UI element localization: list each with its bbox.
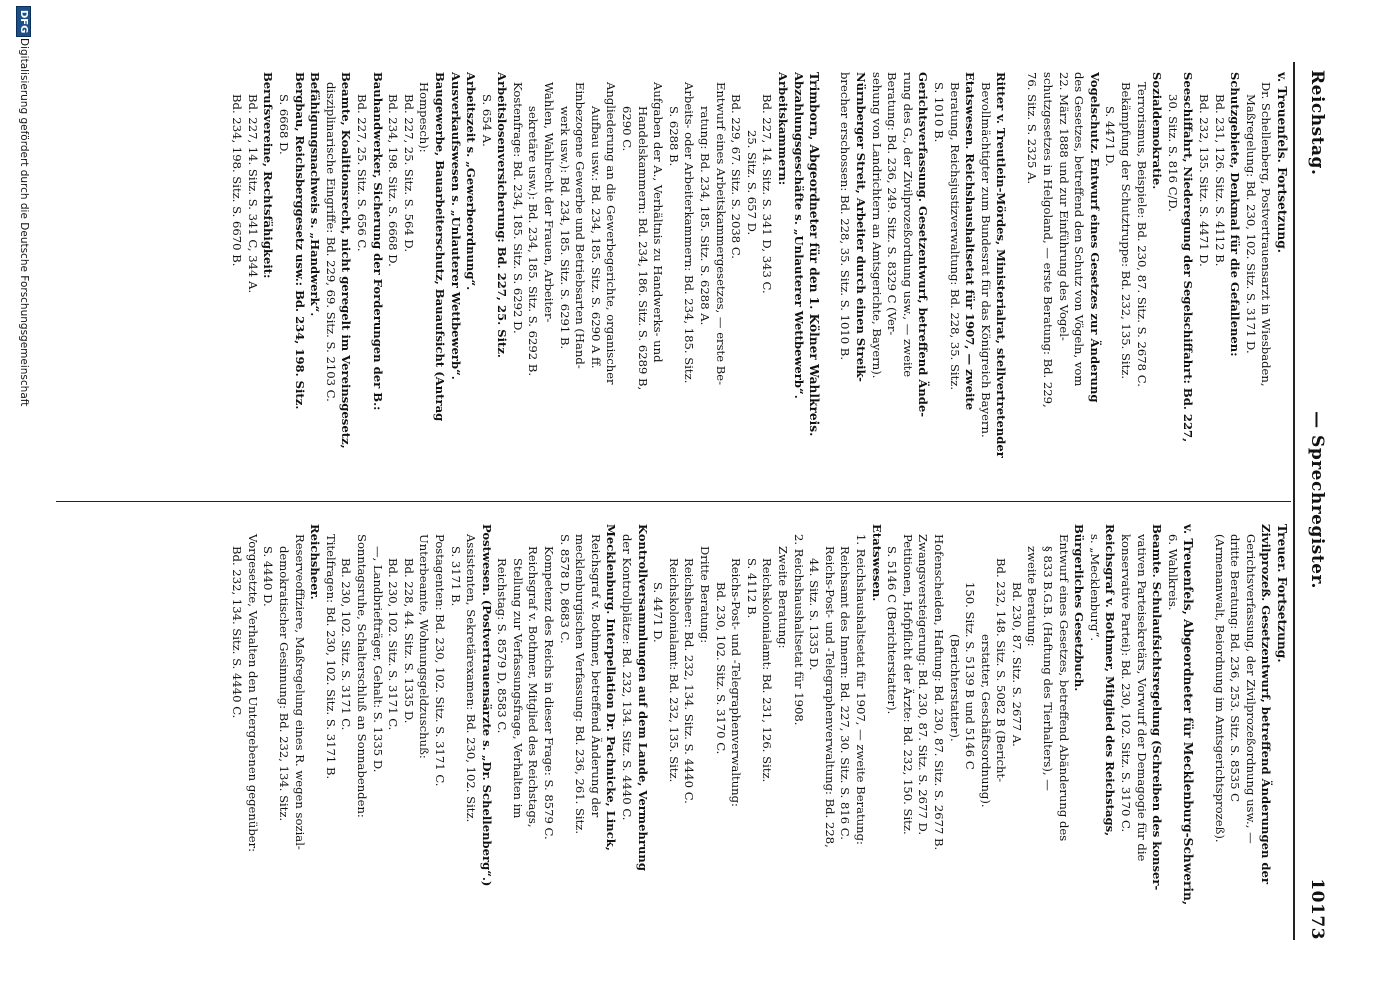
index-line: Bauhandwerker, Sicherung der Forderungen der B.:: [370, 72, 385, 411]
index-line: Reichsamt des Innern: Bd. 227, 30. Sitz. S. 816 C.: [838, 546, 853, 840]
index-line: S. 6668 D.: [277, 94, 291, 155]
index-line: Postagenten: Bd. 230, 102. Sitz. S. 3171 C.: [432, 534, 447, 787]
index-line: Wahlen, Wahlrecht der Frauen, Arbeiter-: [542, 82, 557, 323]
index-line: Arbeitszeit s. „Gewerbeordnung“.: [464, 72, 479, 291]
index-line: Bevollmächtigter zum Bundesrat für das Königreich Bayern.: [978, 82, 993, 438]
index-line: Reichs-Post- und -Telegraphenverwaltung: Bd. 228,: [822, 546, 837, 848]
column-divider: [56, 501, 1291, 502]
index-line: dritte Beratung: Bd. 236, 253. Sitz. S. 8535 C: [1228, 534, 1243, 803]
index-line: 30. Sitz. S. 816 C/D.: [1165, 94, 1180, 212]
index-line: sekretäre usw.): Bd. 234, 185. Sitz. S. 6292 B.: [526, 106, 541, 377]
index-line: Vorgesetzte, Verhalten den Untergebenen gegenüber:: [245, 534, 260, 853]
index-line: 22. März 1888 und zur Einführung des Vogel-: [1056, 72, 1071, 341]
index-line: Zwangsversteigerung: Bd. 230, 87. Sitz. S. 2677 D.: [916, 534, 931, 836]
index-line: Bd. 227, 25. Sitz. S. 656 C.: [354, 94, 369, 252]
index-line: erstatter, Geschäftsordnung).: [978, 634, 993, 808]
index-line: demokratischer Gesinnung: Bd. 232, 134. Sitz.: [277, 546, 291, 822]
index-line: Bekämpfung der Schutztruppe: Bd. 232, 135. Sitz.: [1119, 82, 1134, 380]
index-line: S. 3171 B.: [448, 546, 463, 607]
index-line: der Kontrollplätze: Bd. 232, 134. Sitz. S. 4440 C.: [620, 534, 635, 821]
index-line: Etatswesen.: [869, 524, 884, 602]
index-line: Postwesen. (Postvertrauensärzte s. „Dr. Schellenberg“.): [479, 524, 494, 887]
running-header: [1299, 60, 1327, 940]
index-line: sehung von Landrichtern an Amtsgerichte, Bayern).: [869, 72, 884, 379]
index-line: konservative Partei): Bd. 230, 102. Sitz. S. 3170 C.: [1119, 534, 1134, 833]
index-line: zweite Beratung:: [1025, 546, 1040, 647]
index-line: Treuer. Fortsetzung.: [1275, 524, 1289, 663]
index-line: § 833 B.G.B. (Haftung des Tierhalters), —: [1041, 546, 1056, 791]
index-line: [1008, 72, 1024, 490]
index-line: v. Treuenfels. Fortsetzung.: [1275, 72, 1289, 253]
index-line: S. 4440 D.: [261, 546, 276, 607]
index-line: 44. Sitz. S. 1335 D.: [807, 558, 822, 671]
index-line: 150. Sitz. S. 5139 B und 5146 C: [963, 582, 978, 770]
index-line: S. 6288 B.: [666, 106, 681, 167]
index-line: Bürgerliches Gesetzbuch.: [1072, 524, 1087, 692]
index-line: Bd. 234, 198. Sitz. S. 6670 B.: [230, 94, 245, 267]
index-line: Bd. 227, 14. Sitz. S. 341 D, 343 C.: [760, 94, 775, 294]
digitization-credit: Digitalisierung gefördert durch die Deutsche Forschungsgemeinschaft: [18, 38, 30, 407]
left-column: [229, 72, 1289, 490]
index-line: Reichsheer: Bd. 232, 134. Sitz. S. 4440 C.: [682, 558, 697, 804]
index-line: Reichsgraf v. Bothmer, Mitglied des Reichstags,: [526, 546, 541, 828]
index-line: Aufgaben der A., Verhältnis zu Handwerks- und: [651, 82, 666, 363]
index-line: Reserveoffiziere, Maßregelung eines R. wegen sozial-: [292, 534, 307, 850]
index-line: disziplinarische Eingriffe: Bd. 229, 69. Sitz. S. 2103 C.: [323, 82, 338, 402]
index-line: Berufsvereine, Rechtsfähigkeit:: [261, 72, 276, 279]
index-line: Arbeits- oder Arbeiterkammern: Bd. 234, 185. Sitz.: [682, 82, 697, 384]
index-line: Handelskammern: Bd. 234, 186. Sitz. S. 6289 B,: [635, 106, 650, 391]
index-line: Reichs-Post- und -Telegraphenverwaltung:: [729, 558, 744, 807]
index-line: Bd. 232, 148. Sitz. S. 5082 B (Bericht-: [994, 558, 1009, 783]
index-line: Seeschiffahrt, Niederegung der Segelschiffahrt: Bd. 227,: [1181, 72, 1196, 443]
index-line: Bd. 230, 102. Sitz. S. 3171 C.: [339, 558, 354, 731]
index-line: s. „Mecklenburg“.: [1087, 534, 1102, 642]
footer: [11, 0, 33, 1000]
index-line: [821, 72, 837, 490]
index-line: 6. Wahlkreis.: [1165, 534, 1180, 611]
index-line: S. 1010 B.: [931, 82, 946, 143]
index-line: —, Landbriefträger, Gehalt: S. 1335 D.: [370, 546, 385, 773]
index-line: Hofenscheiden, Haftung: Bd. 230, 87. Sitz. S. 2677 B.: [931, 534, 946, 851]
index-line: Ritter v. Treutlein-Mördes, Ministerialrat, stellvertretender: [994, 72, 1009, 458]
index-line: Arbeitskammern:: [776, 72, 790, 186]
index-line: Bd. 227, 25. Sitz. S. 564 D.: [401, 94, 416, 253]
index-line: Bd. 230, 87. Sitz. S. 2677 A.: [1009, 582, 1024, 747]
index-line: Vogelschutz. Entwurf eines Gesetzes zur Änderung: [1087, 72, 1102, 403]
index-line: werk usw.): Bd. 234, 185. Sitz. S. 6291 B.: [557, 106, 572, 350]
index-line: 1. Reichshaushaltsetat für 1907, — zweite Beratung:: [853, 534, 868, 845]
index-line: vativen Parteisekretärs, Vorwurf der Demagogie für die: [1134, 534, 1149, 862]
index-line: Ausverkaufswesen s. „Unlauterer Wettbewerb“.: [448, 72, 463, 380]
index-line: Angliederung an die Gewerbegerichte, organischer: [604, 82, 619, 385]
index-line: S. 4471 D.: [1103, 106, 1118, 167]
index-line: Etatswesen. Reichshaushaltsetat für 1907, — zweite: [963, 72, 978, 411]
index-line: Unterbeamte, Wohnungsgeldzuschuß:: [417, 534, 432, 759]
index-line: Reichskolonialamt: Bd. 232, 135. Sitz.: [666, 558, 681, 783]
index-line: Mecklenburg. Interpellation Dr. Pachnicke, Linck,: [604, 524, 619, 851]
index-line: Aufbau usw.: Bd. 234, 185. Sitz. S. 6290 A ff.: [588, 106, 603, 369]
index-line: Titelfragen: Bd. 230, 102. Sitz. S. 3171 B.: [323, 534, 338, 780]
index-line: S. 5146 C (Berichterstatter).: [885, 546, 900, 715]
index-line: Baugewerbe, Bauarbeiterschutz, Bauaufsicht (Antrag: [432, 72, 447, 422]
index-line: Bd. 227, 14. Sitz. S. 341 C, 344 A.: [245, 94, 260, 294]
index-line: Bergbau, Reichsberggesetz usw.: Bd. 234, 198. Sitz.: [292, 72, 307, 410]
index-line: Dr. Schellenberg, Postvertrauensarzt in Wiesbaden,: [1259, 82, 1274, 387]
index-line: Zivilprozeß. Gesetzentwurf, betreffend Änderungen der: [1259, 524, 1274, 885]
dfg-logo: DFG: [16, 6, 31, 37]
index-line: Bd. 230, 102. Sitz. S. 3170 C.: [713, 582, 728, 755]
index-line: Reichskolonialamt: Bd. 231, 126. Sitz.: [760, 558, 775, 783]
index-line: 25. Sitz. S. 657 D.: [744, 130, 759, 236]
index-line: S. 654 A.: [479, 94, 494, 147]
page-number: 10173: [1307, 878, 1327, 940]
index-line: Beamte. Schulaufsichtsregelung (Schreiben des konser-: [1150, 524, 1165, 891]
index-line: brecher erschossen: Bd. 228, 35. Sitz. S. 1010 B.: [838, 72, 853, 361]
index-line: ratung: Bd. 234, 185. Sitz. S. 6288 A.: [698, 106, 713, 326]
header-left: Reichstag.: [1307, 70, 1327, 176]
index-line: mecklenburgischen Verfassung: Bd. 236, 261. Sitz.: [573, 534, 588, 835]
index-line: Entwurf eines Arbeitskammergesetzes, — erste Be-: [713, 82, 728, 386]
index-line: S. 4112 B.: [744, 558, 759, 619]
index-line: Kompetenz des Reichs in dieser Frage: S. 8579 C.: [542, 546, 557, 840]
index-line: S. 8578 D, 8683 C.: [557, 534, 572, 644]
index-line: Zweite Beratung:: [776, 546, 790, 649]
index-line: Befähigungsnachweis s. „Handwerk“.: [308, 72, 323, 317]
right-column: [229, 524, 1289, 942]
index-line: Gerichtsverfassung. Gesetzentwurf, betreffend Ände-: [916, 72, 931, 418]
index-line: Entwurf eines Gesetzes, betreffend Abänderung des: [1056, 534, 1071, 842]
index-line: Gerichtsverfassung, der Zivilprozeßordnung usw., —: [1243, 534, 1258, 844]
index-line: Bd. 228, 44. Sitz. S. 1335 D.: [401, 558, 416, 724]
index-line: [1195, 524, 1211, 942]
index-line: Sonntagsruhe, Schalterschluß an Sonnabenden:: [354, 534, 369, 818]
index-line: 76. Sitz. S. 2325 A.: [1025, 72, 1040, 185]
index-line: rung des G., der Zivilprozeßordnung usw., — zweite: [900, 72, 915, 378]
index-line: Bd. 229, 67. Sitz. S. 2038 C.: [729, 94, 744, 259]
index-line: Bd. 232, 135. Sitz. S. 4471 D.: [1197, 94, 1212, 267]
index-line: (Berichterstatter).: [947, 634, 962, 742]
index-line: Hompesch):: [417, 82, 432, 153]
index-line: Maßregelung: Bd. 230, 102. Sitz. S. 3171 D.: [1243, 94, 1258, 354]
index-line: Beratung: Bd. 236, 249. Sitz. S. 8329 C (Ver-: [885, 72, 900, 336]
index-line: Petitionen, Hofpflicht der Ärzte: Bd. 232, 150. Sitz.: [900, 534, 915, 835]
index-line: schutzgesetzes in Helgoland, — erste Beratung: Bd. 229,: [1041, 72, 1056, 408]
header-rule: [1293, 62, 1295, 940]
index-line: Assistenten, Sekretärexamen: Bd. 230, 102. Sitz.: [464, 534, 479, 823]
index-line: Abzahlungsgeschäfte s. „Unlauterer Wettbewerb“.: [791, 72, 806, 399]
index-line: Terrorismus, Beispiele: Bd. 230, 87. Sitz. S. 2678 C.: [1134, 82, 1149, 387]
index-line: Beratung, Reichsjustizverwaltung: Bd. 228, 35. Sitz.: [947, 82, 962, 391]
index-line: des Gesetzes, betreffend den Schutz von Vögeln, vom: [1072, 72, 1087, 387]
index-line: Stellung zur Verfassungsfrage, Verhalten im: [510, 558, 525, 819]
index-line: Reichsgraf v. Bothmer, Mitglied des Reichstags,: [1103, 524, 1118, 837]
index-line: Trimborn, Abgeordneter für den 1. Kölner Wahlkreis.: [807, 72, 822, 437]
index-line: Bd. 231, 126. Sitz. S. 4112 B.: [1212, 94, 1227, 267]
index-line: Bd. 232, 134. Sitz. S. 4440 C.: [230, 546, 245, 719]
index-line: Reichstag: S. 8579 D, 8583 C.: [495, 558, 510, 734]
index-line: Reichsheer.: [308, 524, 323, 600]
index-line: (Armenanwalt, Beiordnung im Amtsgerichtsprozeß).: [1212, 534, 1227, 843]
index-line: Kostenfrage: Bd. 234, 185. Sitz. S. 6292 D.: [510, 82, 525, 334]
header-center: — Sprechregister.: [1307, 411, 1327, 589]
index-line: 6290 C.: [620, 106, 635, 152]
index-line: Dritte Beratung:: [698, 546, 713, 644]
index-line: Sozialdemokratie.: [1150, 72, 1165, 190]
index-line: Reichsgraf v. Bothmer, betreffend Änderung der: [588, 534, 603, 818]
index-line: v. Treuenfels, Abgeordneter für Mecklenburg-Schwerin,: [1181, 524, 1196, 906]
index-line: Kontrollversammlungen auf dem Lande, Vermehrung: [635, 524, 650, 871]
index-line: 2. Reichshaushaltsetat für 1908.: [791, 534, 806, 726]
index-line: Arbeitslosenversicherung: Bd. 227, 25. Sitz.: [495, 72, 510, 358]
index-line: Bd. 234, 198. Sitz. S. 6668 D.: [386, 94, 401, 267]
index-line: Beamte, Koalitionsrecht, nicht geregelt im Vereinsgesetz,: [339, 72, 354, 449]
index-line: Schutzgebiete, Denkmal für die Gefallenen:: [1228, 72, 1243, 357]
index-line: Nürnberger Streit, Arbeiter durch einen Streik-: [853, 72, 868, 382]
index-line: Einbezogene Gewerbe und Betriebsarten (Hand-: [573, 82, 588, 369]
index-line: S. 4471 D.: [651, 582, 666, 643]
index-line: Bd. 230, 102. Sitz. S. 3171 C.: [386, 558, 401, 731]
